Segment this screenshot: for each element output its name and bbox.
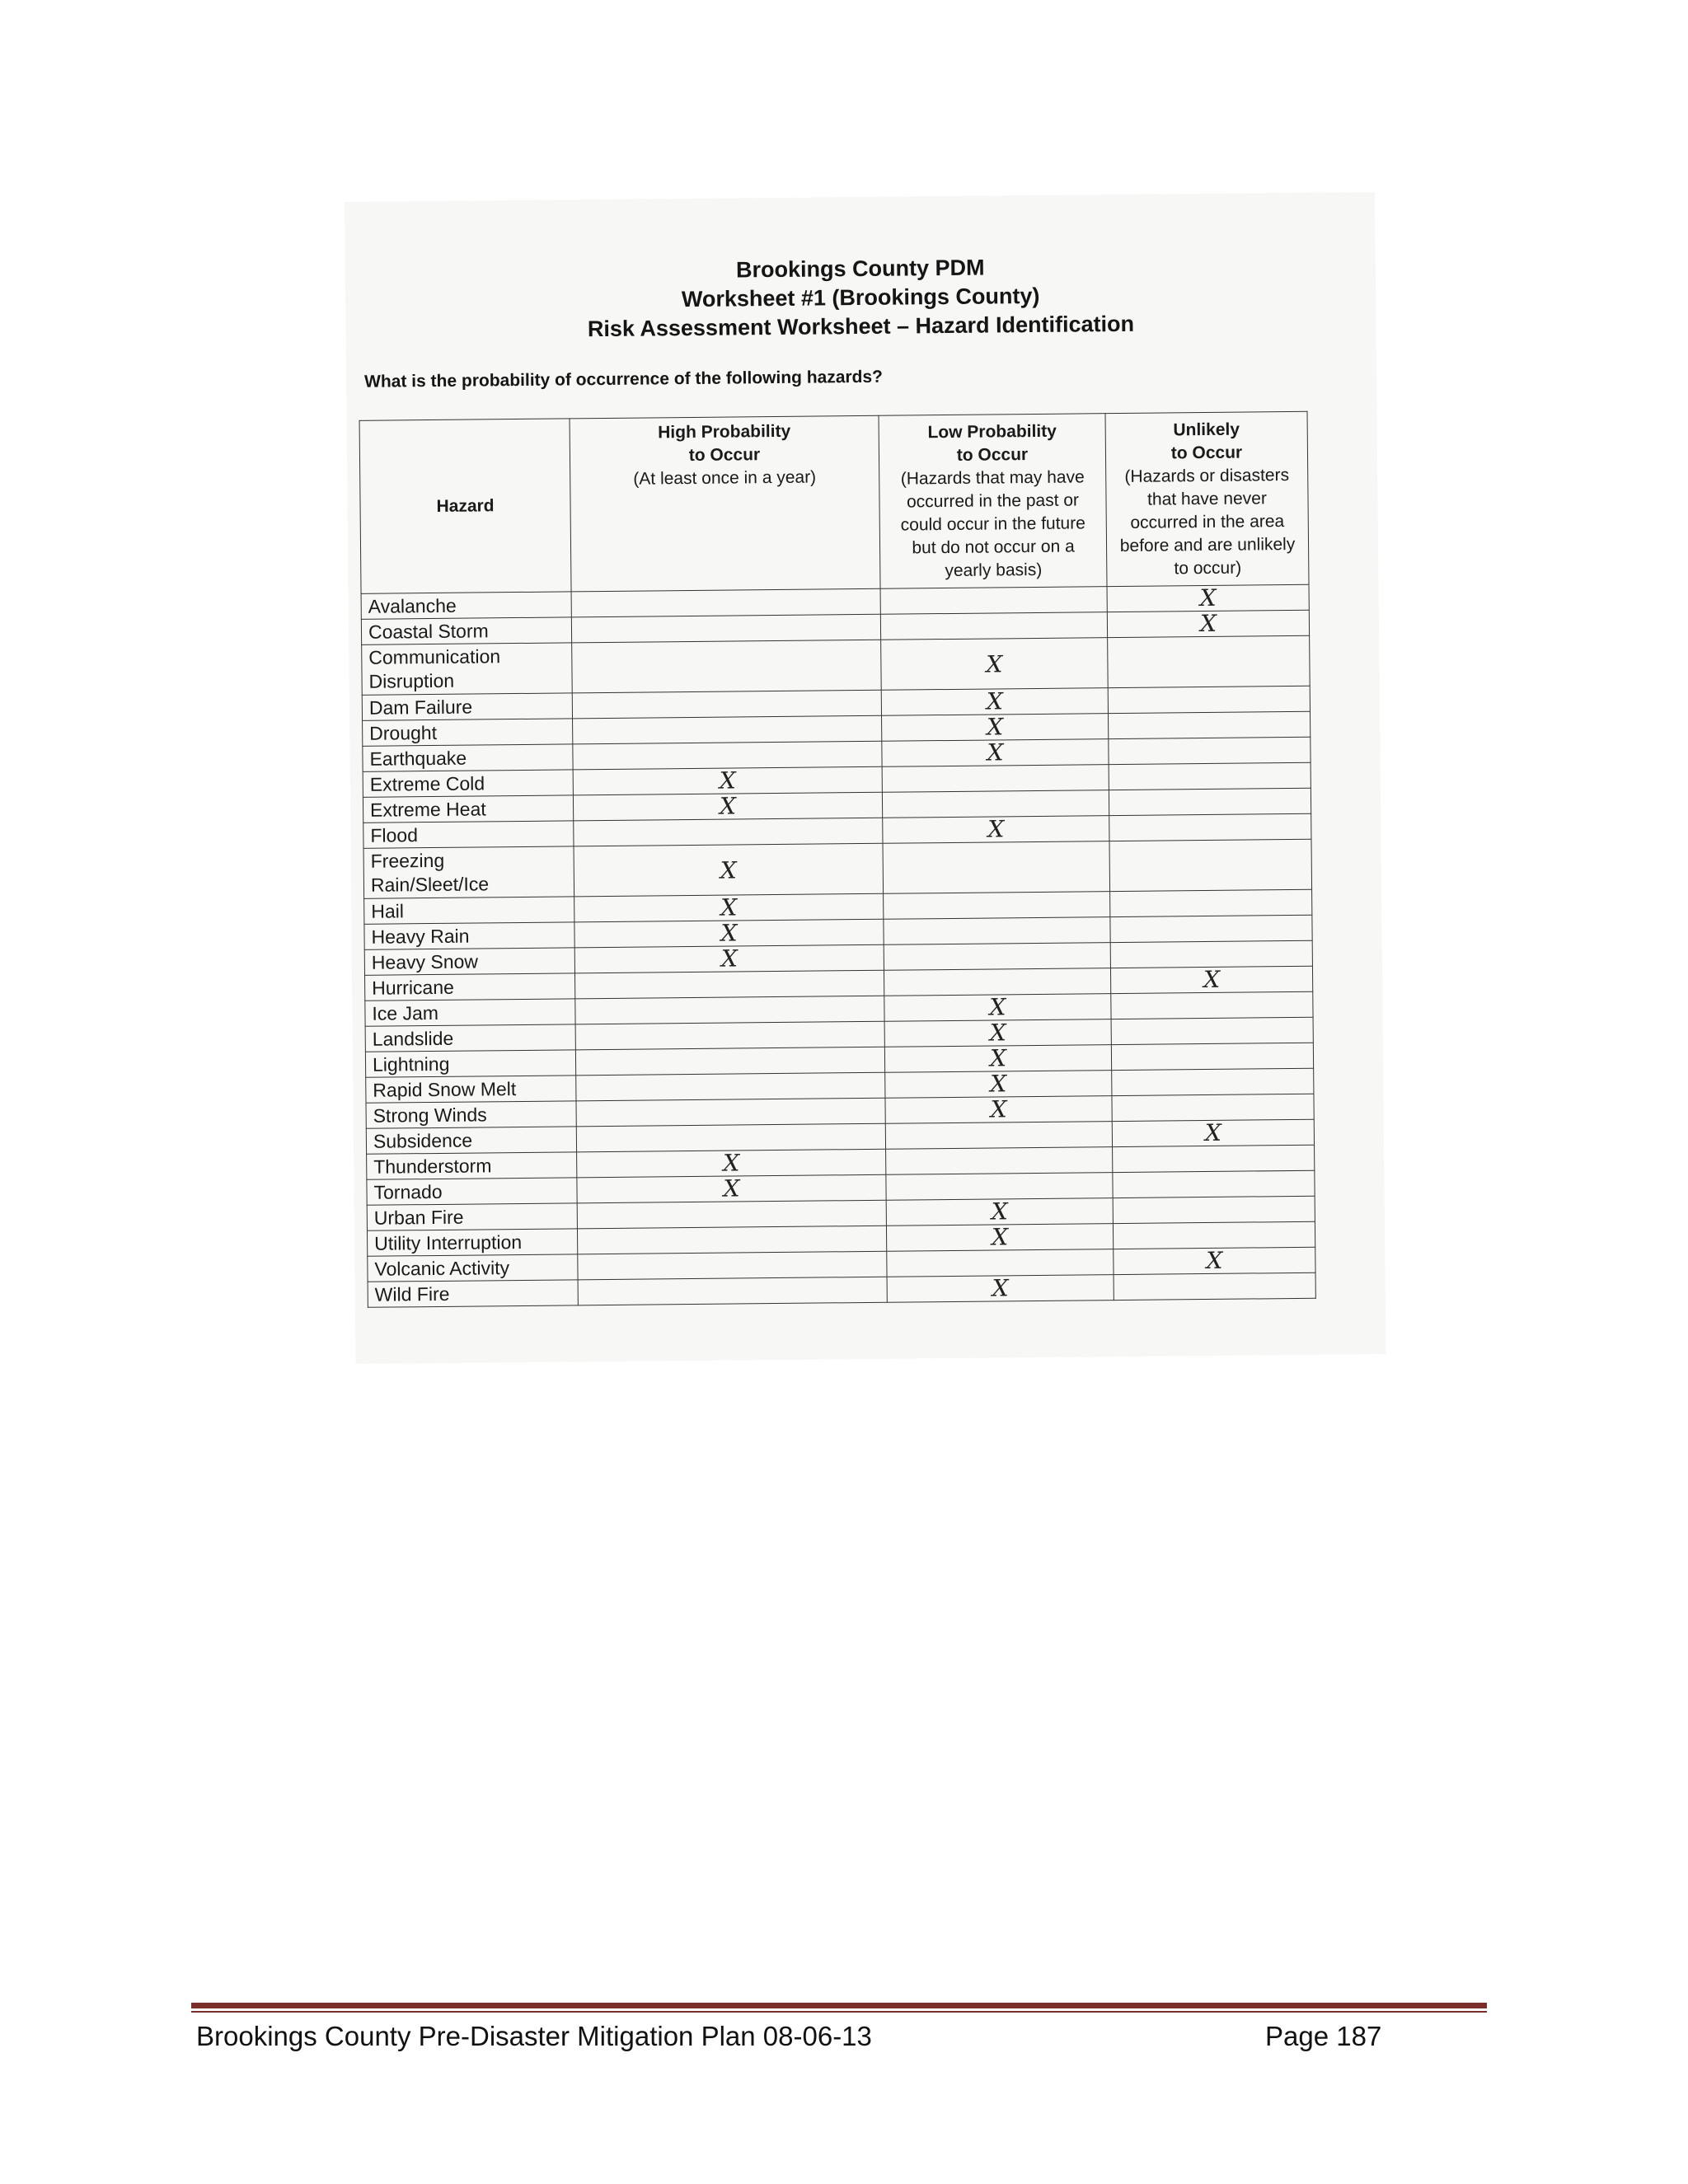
rating-cell-low [884, 917, 1110, 945]
rating-cell-unlikely [1113, 1196, 1315, 1223]
header-unlikely: Unlikely to Occur (Hazards or disasters that have never occurred in the area before and are unlikely to occur) [1105, 411, 1309, 586]
rating-cell-unlikely [1107, 610, 1309, 637]
scanned-worksheet [345, 192, 1386, 1364]
rating-cell-low [884, 968, 1110, 996]
rating-cell-high [572, 690, 881, 719]
check-mark: X [992, 1274, 1009, 1302]
rating-cell-low [880, 587, 1107, 615]
check-mark: X [1199, 609, 1217, 638]
rating-cell-high [572, 640, 882, 693]
rating-cell-high [574, 970, 884, 999]
rating-cell-high [573, 766, 882, 795]
hazard-name: Drought [363, 719, 573, 746]
rating-cell-high [575, 996, 884, 1024]
rating-cell-unlikely [1107, 584, 1309, 612]
rating-cell-high [576, 1072, 885, 1101]
rating-cell-unlikely [1114, 1247, 1315, 1274]
hazard-table [359, 411, 1316, 1308]
hazard-name: Utility Interruption [367, 1229, 577, 1256]
header-row [359, 411, 1309, 593]
rating-cell-unlikely [1114, 1272, 1315, 1300]
hazard-name: Avalanche [361, 592, 571, 619]
table-row [362, 635, 1311, 695]
hazard-name: Extreme Heat [363, 795, 573, 823]
rating-cell-unlikely [1109, 762, 1311, 790]
rating-cell-high [576, 1098, 885, 1127]
rating-cell-unlikely [1113, 1170, 1315, 1197]
rating-cell-high [577, 1200, 886, 1229]
check-mark: X [987, 738, 1004, 766]
hazard-name: Wild Fire [368, 1280, 578, 1307]
check-mark: X [987, 815, 1005, 843]
check-mark: X [1203, 965, 1221, 994]
hazard-rows [361, 584, 1315, 1307]
rating-cell-high [578, 1277, 887, 1305]
rating-cell-high [575, 1021, 884, 1050]
rating-cell-unlikely [1110, 966, 1312, 993]
check-mark: X [989, 1044, 1007, 1072]
check-mark: X [1199, 583, 1217, 612]
rating-cell-low [882, 714, 1109, 742]
rating-cell-low [884, 1045, 1111, 1073]
hazard-name: Ice Jam [365, 999, 575, 1026]
check-mark: X [991, 1197, 1008, 1226]
check-mark: X [723, 1149, 740, 1177]
rating-cell-high [574, 919, 884, 948]
rating-cell-high [573, 741, 882, 770]
title-line-2: Worksheet #1 (Brookings County) [681, 283, 1040, 312]
rating-cell-unlikely [1109, 813, 1311, 841]
rating-cell-unlikely [1110, 940, 1312, 968]
rating-cell-unlikely [1109, 788, 1311, 815]
rating-cell-high [574, 944, 884, 973]
rating-cell-high [573, 715, 882, 744]
rating-cell-unlikely [1111, 1017, 1313, 1044]
hazard-name: Hurricane [365, 973, 575, 1001]
header-low-probability: Low Probability to Occur (Hazards that may have occurred in the past or could occur in the future but do not occur on a yearly basis) [879, 414, 1107, 589]
hazard-name: Volcanic Activity [368, 1254, 578, 1282]
rating-cell-unlikely [1113, 1221, 1315, 1249]
rating-cell-high [577, 1226, 886, 1254]
check-mark: X [1204, 1118, 1222, 1147]
rating-cell-low [886, 1224, 1113, 1252]
rating-cell-low [887, 1249, 1114, 1277]
hazard-name: Landslide [365, 1024, 575, 1052]
rating-cell-unlikely [1111, 991, 1313, 1019]
check-mark: X [720, 855, 737, 884]
check-mark: X [990, 1095, 1007, 1123]
rating-cell-low [883, 816, 1109, 844]
hazard-name: Flood [363, 821, 574, 848]
rating-cell-unlikely [1112, 1068, 1314, 1095]
title-line-1: Brookings County PDM [735, 255, 985, 283]
rating-cell-low [884, 1019, 1111, 1047]
hazard-name: Tornado [367, 1178, 577, 1205]
table-row [363, 839, 1312, 898]
worksheet-title [345, 250, 1376, 346]
header-hazard: Hazard [359, 419, 571, 593]
rating-cell-low [882, 765, 1109, 793]
rating-cell-high [574, 893, 884, 922]
rating-cell-low [880, 612, 1107, 640]
rating-cell-high [571, 614, 880, 643]
title-line-3: Risk Assessment Worksheet – Hazard Identification [587, 311, 1135, 342]
check-mark: X [720, 919, 738, 947]
hazard-name: Extreme Cold [363, 770, 573, 797]
check-mark: X [1206, 1246, 1223, 1275]
rating-cell-low [882, 739, 1109, 767]
check-mark: X [989, 1019, 1006, 1047]
rating-cell-high [571, 588, 880, 617]
rating-cell-low [881, 688, 1108, 716]
check-mark: X [719, 792, 737, 820]
rating-cell-high [578, 1251, 887, 1280]
rating-cell-unlikely [1111, 1043, 1313, 1070]
rating-cell-low [885, 1096, 1112, 1124]
footer-page-number: Page 187 [1265, 2021, 1382, 2051]
rating-cell-unlikely [1113, 1145, 1315, 1172]
check-mark: X [723, 1174, 740, 1202]
check-mark: X [986, 687, 1003, 715]
hazard-name: Communication Disruption [362, 643, 573, 695]
rating-cell-high [576, 1123, 885, 1152]
hazard-name: Earthquake [363, 744, 573, 771]
hazard-name: Thunderstorm [367, 1152, 577, 1179]
hazard-name: Coastal Storm [361, 617, 571, 644]
hazard-name: Rapid Snow Melt [366, 1076, 576, 1103]
check-mark: X [986, 649, 1003, 678]
header-high-probability: High Probability to Occur (At least once in a year) [570, 415, 880, 592]
rating-cell-unlikely [1109, 737, 1311, 764]
hazard-name: Strong Winds [366, 1101, 576, 1128]
rating-cell-unlikely [1109, 839, 1312, 891]
rating-cell-high [577, 1149, 886, 1178]
hazard-name: Subsidence [366, 1127, 576, 1154]
footer-rule-thin [191, 2011, 1487, 2013]
rating-cell-unlikely [1109, 711, 1311, 738]
rating-cell-unlikely [1112, 1094, 1314, 1121]
check-mark: X [720, 944, 738, 972]
check-mark: X [989, 993, 1006, 1021]
hazard-name: Freezing Rain/Sleet/Ice [363, 846, 574, 898]
rating-cell-high [575, 1047, 884, 1076]
rating-cell-high [573, 792, 882, 821]
rating-cell-low [884, 994, 1111, 1022]
check-mark: X [990, 1070, 1007, 1098]
worksheet-question: What is the probability of occurrence of the following hazards? [363, 367, 884, 391]
rating-cell-unlikely [1110, 889, 1312, 916]
rating-cell-unlikely [1108, 686, 1310, 713]
rating-cell-low [883, 841, 1110, 894]
rating-cell-low [886, 1173, 1113, 1201]
hazard-name: Lightning [365, 1050, 575, 1077]
rating-cell-low [886, 1147, 1113, 1175]
rating-cell-low [884, 892, 1110, 920]
check-mark: X [991, 1223, 1009, 1251]
hazard-name: Urban Fire [367, 1203, 577, 1230]
rating-cell-high [574, 818, 883, 846]
rating-cell-unlikely [1110, 915, 1312, 942]
rating-cell-low [884, 943, 1110, 971]
rating-cell-unlikely [1108, 635, 1311, 687]
rating-cell-low [885, 1122, 1112, 1150]
rating-cell-low [881, 638, 1109, 691]
rating-cell-low [885, 1071, 1112, 1099]
rating-cell-low [886, 1198, 1113, 1226]
check-mark: X [720, 893, 738, 921]
rating-cell-unlikely [1112, 1119, 1314, 1146]
check-mark: X [987, 713, 1004, 741]
hazard-name: Heavy Rain [364, 922, 574, 949]
rating-cell-high [574, 843, 884, 897]
footer-document-title: Brookings County Pre-Disaster Mitigation Plan 08-06-13 [196, 2021, 872, 2051]
rating-cell-low [882, 790, 1109, 818]
rating-cell-high [577, 1174, 886, 1203]
hazard-name: Dam Failure [362, 693, 572, 720]
rating-cell-low [887, 1275, 1114, 1303]
check-mark: X [719, 766, 736, 794]
footer-rule [191, 2003, 1487, 2008]
hazard-name: Hail [364, 897, 574, 924]
hazard-name: Heavy Snow [364, 948, 574, 975]
